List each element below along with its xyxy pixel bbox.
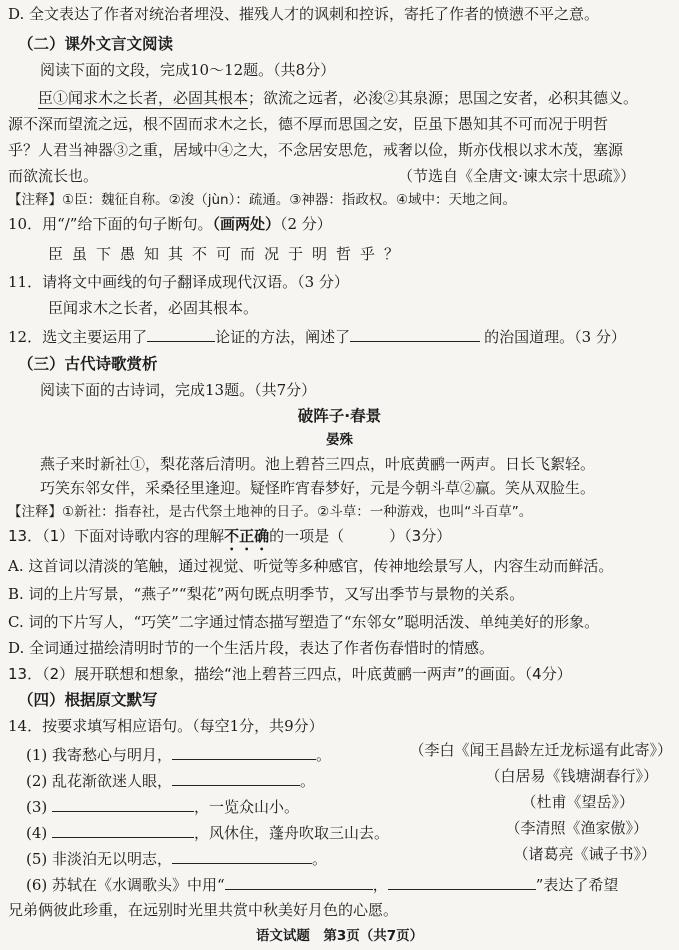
poem-line-2: 巧笑东邻女伴，采桑径里逢迎。疑怪昨宵春梦好，元是今朝斗草②赢。笑从双脸生。 (40, 479, 596, 497)
item-4-blank[interactable] (52, 822, 194, 838)
item-3-number: (3) (26, 798, 48, 816)
section2-heading: （二）课外文言文阅读 (18, 35, 174, 53)
item-2-pre: 乱花渐欲迷人眼， (52, 772, 173, 790)
item-5-blank[interactable] (172, 848, 312, 864)
item-1-number: (1) (26, 746, 48, 764)
poem-title: 破阵子·春景 (297, 407, 382, 425)
item-2-post: 。 (300, 772, 316, 790)
q13-emphasis: 不正确 (224, 527, 270, 545)
question-12 (8, 326, 626, 347)
item-5-pre: 非淡泊无以明志， (52, 850, 173, 868)
question-11: 11．请将文中画线的句子翻译成现代汉语。（3 分） (8, 273, 349, 291)
passage-line-2: 源不深而望流之远，根不固而求木之长，德不厚而思国之安，臣虽下愚知其不可而况于明哲 (8, 115, 609, 133)
item-4-source: （李清照《渔家傲》） (505, 819, 648, 837)
option-b: B. 词的上片写景，“燕子”“梨花”两句既点明季节，又写出季节与景物的关系。 (8, 585, 525, 603)
q12-blank-1[interactable] (147, 326, 215, 342)
q13-suffix: 的一项是（ ）（3分） (269, 527, 452, 545)
q12-blank-2[interactable] (350, 326, 480, 342)
q12-part-c: 的治国道理。（3 分） (484, 328, 626, 346)
passage-line-4: 而欲流长也。 (8, 167, 99, 185)
question-10 (8, 214, 332, 234)
item-1-pre: 我寄愁心与明月， (52, 746, 173, 764)
option-d: D. 全词通过描绘清明时节的一个生活片段，表达了作者伤春惜时的情感。 (8, 639, 495, 657)
underlined-sentence: 臣①闻求木之长者，必固其根本 (38, 89, 249, 107)
section2-intro: 阅读下面的文段，完成10～12题。（共8分） (40, 61, 336, 79)
item-5-source: （诸葛亮《诫子书》） (513, 845, 656, 863)
item-2-blank[interactable] (172, 770, 300, 786)
item-3-post: ，一览众山小。 (194, 798, 300, 816)
item-6-part-a: (6) 苏轼在《水调歌头》中用“ (26, 876, 225, 894)
q10-score: （2 分） (280, 215, 332, 233)
item-6-blank-2[interactable] (388, 874, 536, 890)
q12-part-a: 12．选文主要运用了 (8, 328, 148, 346)
dictation-item-1 (26, 744, 331, 765)
passage-line-1-rest: ；欲流之远者，必浚②其泉源；思国之安者，必积其德义。 (248, 89, 639, 107)
item-4-number: (4) (26, 824, 48, 842)
dictation-item-6 (26, 874, 618, 895)
q10-bold-hint: （画两处） (212, 215, 280, 233)
option-c: C. 词的下片写人，“巧笑”二字通过情态描写塑造了“东邻女”聪明活泼、单纯美好的形象。 (8, 613, 600, 631)
question-14: 14．按要求填写相应语句。（每空1分，共9分） (8, 717, 324, 735)
item-6-blank-1[interactable] (225, 874, 373, 890)
item-6-line-2: 兄弟俩彼此珍重，在远别时光里共赏中秋美好月色的心愿。 (8, 901, 399, 919)
item-6-part-b: ， (372, 876, 388, 894)
option-a: A. 这首词以清淡的笔触，通过视觉、听觉等多种感官，传神地绘景写人，内容生动而鲜活。 (8, 557, 614, 575)
item-1-source: （李白《闻王昌龄左迁龙标遥有此寄》） (409, 741, 672, 759)
passage-line-1 (38, 88, 638, 108)
item-3-blank[interactable] (52, 796, 194, 812)
section4-heading: （四）根据原文默写 (18, 691, 158, 709)
q13-prefix: 13．（1）下面对诗歌内容的理解 (8, 527, 225, 545)
question-13-2: 13．（2）展开联想和想象，描绘“池上碧苔三四点，叶底黄鹂一两声”的画面。（4分） (8, 665, 572, 683)
question-13-1 (8, 526, 451, 554)
option-d-previous: D. 全文表达了作者对统治者埋没、摧残人才的讽刺和控诉，寄托了作者的愤懑不平之意。 (8, 5, 600, 23)
item-2-number: (2) (26, 772, 48, 790)
section3-notes: 【注释】①新社：指春社，是古代祭土地神的日子。②斗草：一种游戏，也叫“斗百草”。 (8, 504, 533, 520)
q10-text: 10．用“/”给下面的句子断句。 (8, 215, 213, 233)
section3-heading: （三）古代诗歌赏析 (18, 355, 158, 373)
item-4-post: ，风休住，蓬舟吹取三山去。 (194, 824, 390, 842)
poem-line-1: 燕子来时新社①，梨花落后清明。池上碧苔三四点，叶底黄鹂一两声。日长飞絮轻。 (40, 455, 596, 473)
item-6-part-c: ”表达了希望 (535, 876, 619, 894)
q11-sentence: 臣闻求木之长者，必固其根本。 (48, 299, 259, 317)
passage-source: （节选自《全唐文·谏太宗十思疏》） (398, 167, 636, 185)
item-3-source: （杜甫《望岳》） (521, 793, 634, 811)
item-1-blank[interactable] (172, 744, 316, 760)
q10-sentence: 臣虽下愚知其不可而况于明哲乎？ (48, 245, 409, 263)
page-footer: 语文试题 第3页（共7页） (255, 928, 424, 944)
section2-notes: 【注释】①臣：魏征自称。②浚（jùn）：疏通。③神器：指政权。④域中：天地之间。 (8, 192, 517, 208)
dictation-item-5 (26, 848, 327, 869)
dictation-item-4 (26, 822, 389, 843)
item-2-source: （白居易《钱塘湖春行》） (485, 767, 658, 785)
passage-line-3: 乎？人君当神器③之重，居域中④之大，不念居安思危，戒奢以俭，斯亦伐根以求木茂，塞源 (8, 141, 624, 159)
item-5-post: 。 (312, 850, 328, 868)
dictation-item-3 (26, 796, 299, 817)
item-5-number: (5) (26, 850, 48, 868)
poet-name: 晏殊 (326, 432, 353, 448)
item-1-post: 。 (316, 746, 332, 764)
q12-part-b: 论证的方法，阐述了 (215, 328, 351, 346)
dictation-item-2 (26, 770, 315, 791)
section3-intro: 阅读下面的古诗词，完成13题。（共7分） (40, 381, 317, 399)
